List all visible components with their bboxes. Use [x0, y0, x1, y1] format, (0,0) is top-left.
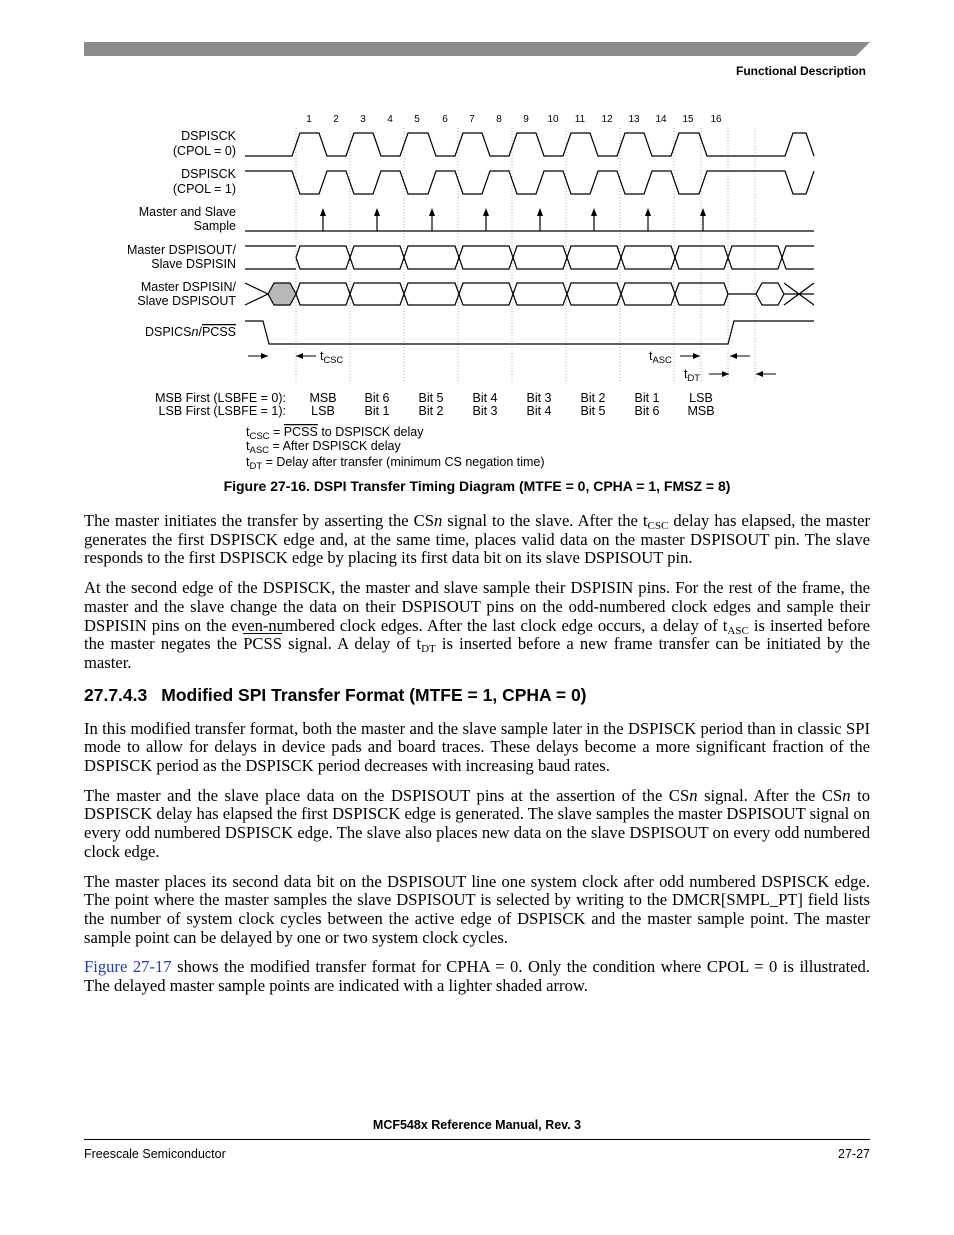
lsb-first-bit: LSB: [311, 404, 335, 418]
msb-first-bit: Bit 3: [526, 391, 552, 405]
lsb-first-bit: Bit 5: [580, 404, 606, 418]
header-bar: [84, 42, 870, 56]
clock-number: 12: [601, 114, 613, 125]
paragraph-2: At the second edge of the DSPISCK, the master and slave sample their DSPISIN pins. For the rest of the frame, the master and the slave change the data on their DSPISOUT pins on the odd-numbered clock edges and sample their DSPISIN pins on the even-numbered clock edges. After the last clock edge occurs, a delay of $t_{ASC}$ is inserted before the master negates the PCSS signal. A delay of $t_{DT}$ is inserted before a new frame transfer can be initiated by the master.: [84, 578, 870, 672]
paragraph-3: In this modified transfer format, both the master and the slave sample later in the DSPISCK period than in classic SPI mode to allow for delays in device pads and board traces. These delays become a more significant fraction of the DSPISCK period as the DSPISCK period decreases with increasing baud rates.: [84, 718, 870, 776]
signal-label: Slave DSPISOUT: [137, 294, 236, 308]
paragraph-4: The master and the slave place data on the DSPISOUT pins at the assertion of the CSn signal. After the CSn to DSPISCK delay has elapsed the first DSPISCK edge is generated. The slave samples the master DSPISOUT signal on every odd numbered DSPISCK edge. The slave also places new data on the slave DSPISOUT on every odd numbered clock edge.: [84, 785, 870, 861]
sample-arrow-head: [429, 208, 435, 216]
lsb-first-bit: Bit 6: [634, 404, 660, 418]
lsb-first-bit: Bit 2: [418, 404, 444, 418]
msb-first-bit: Bit 5: [418, 391, 444, 405]
section-header: Functional Description: [735, 64, 866, 78]
msb-first-bit: LSB: [689, 391, 713, 405]
clock-number: 3: [360, 114, 366, 125]
sample-arrow-head: [591, 208, 597, 216]
sample-arrow-head: [320, 208, 326, 216]
footer-title: MCF548x Reference Manual, Rev. 3: [372, 1118, 582, 1132]
tasc-arrow-out-head: [730, 353, 737, 359]
clock-number: 11: [574, 114, 586, 125]
lsb-first-bit: Bit 4: [526, 404, 552, 418]
clock-number: 8: [496, 114, 502, 125]
clock-number: 5: [414, 114, 420, 125]
clock-number: 10: [547, 114, 559, 125]
lsb-first-label: LSB First (LSBFE = 1):: [158, 404, 286, 418]
msb-first-bit: Bit 2: [580, 391, 606, 405]
msb-first-bit: MSB: [309, 391, 337, 405]
tdt-label: $t_{DT}$: [684, 367, 700, 383]
section-heading: 27.7.4.3 Modified SPI Transfer Format (MTFE = 1, CPHA = 0): [84, 684, 587, 705]
legend-line: $t_{DT}$ = Delay after transfer (minimum CS negation time): [246, 455, 545, 472]
signal-label: Slave DSPISIN: [151, 257, 236, 271]
paragraph-6: Figure 27-17 shows the modified transfer format for CPHA = 0. Only the condition where CPOL = 0 is illustrated. The delayed master sample points are indicated with a lighter shaded arrow.: [84, 957, 870, 996]
timing-diagram: [0, 100, 954, 475]
tdt-arrow-out-head: [756, 371, 763, 377]
tcsc-label: $t_{CSC}$: [320, 349, 344, 365]
mosi-tail-wave: [728, 246, 814, 269]
signal-label: (CPOL = 0): [172, 144, 236, 158]
tcsc-arrow-out-head: [296, 353, 303, 359]
tasc-arrow-in-head: [693, 353, 700, 359]
figure-caption: Figure 27-16. DSPI Transfer Timing Diagram (MTFE = 0, CPHA = 1, FMSZ = 8): [223, 478, 731, 494]
clock-number: 4: [387, 114, 393, 125]
clock-number: 13: [628, 114, 640, 125]
figure-link[interactable]: Figure 27-17: [84, 957, 172, 977]
sample-arrow-head: [537, 208, 543, 216]
legend-line: $t_{ASC}$ = After DSPISCK delay: [246, 439, 401, 456]
signal-label: Sample: [193, 219, 236, 233]
sample-arrow-head: [645, 208, 651, 216]
page-number: 27-27: [838, 1147, 870, 1161]
clock-number: 2: [333, 114, 339, 125]
legend-line: $t_{CSC}$ = PCSS to DSPISCK delay: [246, 425, 424, 442]
clock-number: 1: [306, 114, 312, 125]
clock-number: 16: [710, 114, 722, 125]
dspisck-cpol1-wave: [245, 171, 814, 194]
signal-label: DSPISCK: [181, 167, 236, 181]
cs-wave: [245, 321, 814, 344]
clock-number: 7: [469, 114, 475, 125]
miso-lead: [245, 283, 268, 294]
msb-first-bit: Bit 4: [472, 391, 498, 405]
dspisck-cpol0-wave: [245, 133, 814, 156]
clock-number: 6: [442, 114, 448, 125]
paragraph-5: The master places its second data bit on the DSPISOUT line one system clock after odd numbered DSPISCK edge. The point where the master samples the slave DSPISOUT is selected by writing to the DMCR[SMPL_PT] field lists the number of system clock cycles between the active edge of DSPISCK and the master sample point. The master sample point can be delayed by one or two system clock cycles.: [84, 871, 870, 947]
clock-number: 9: [523, 114, 529, 125]
paragraph-1: The master initiates the transfer by asserting the CSn signal to the slave. After the $t_{CSC}$ delay has elapsed, the master generates the first DSPISCK edge and, at the same time, places valid data on the master DSPISOUT pin. The slave responds to the first DSPISCK edge by placing its first data bit on its slave DSPISOUT pin.: [84, 511, 870, 568]
lsb-first-bit: Bit 1: [364, 404, 390, 418]
msb-first-label: MSB First (LSBFE = 0):: [155, 391, 286, 405]
sample-arrow-head: [374, 208, 380, 216]
signal-label-cs: DSPICSn/PCSS: [144, 325, 236, 339]
msb-first-bit: Bit 6: [364, 391, 390, 405]
tcsc-arrow-in-head: [261, 353, 268, 359]
clock-number: 14: [655, 114, 667, 125]
signal-label: DSPISCK: [181, 129, 236, 143]
signal-label: Master DSPISIN/: [140, 280, 236, 294]
lsb-first-bit: MSB: [687, 404, 715, 418]
signal-label: (CPOL = 1): [172, 182, 236, 196]
tasc-label: $t_{ASC}$: [649, 349, 672, 365]
miso-undefined-cell: [268, 283, 296, 305]
miso-lead: [245, 294, 268, 305]
signal-label: Master and Slave: [138, 205, 236, 219]
footer-company: Freescale Semiconductor: [84, 1147, 226, 1161]
signal-label: Master DSPISOUT/: [126, 243, 236, 257]
sample-arrow-head: [483, 208, 489, 216]
body-text: [84, 512, 870, 1007]
msb-first-bit: Bit 1: [634, 391, 660, 405]
lsb-first-bit: Bit 3: [472, 404, 498, 418]
miso-tail-wave: [728, 283, 814, 305]
clock-number: 15: [682, 114, 694, 125]
footer-rule: [84, 1139, 870, 1140]
